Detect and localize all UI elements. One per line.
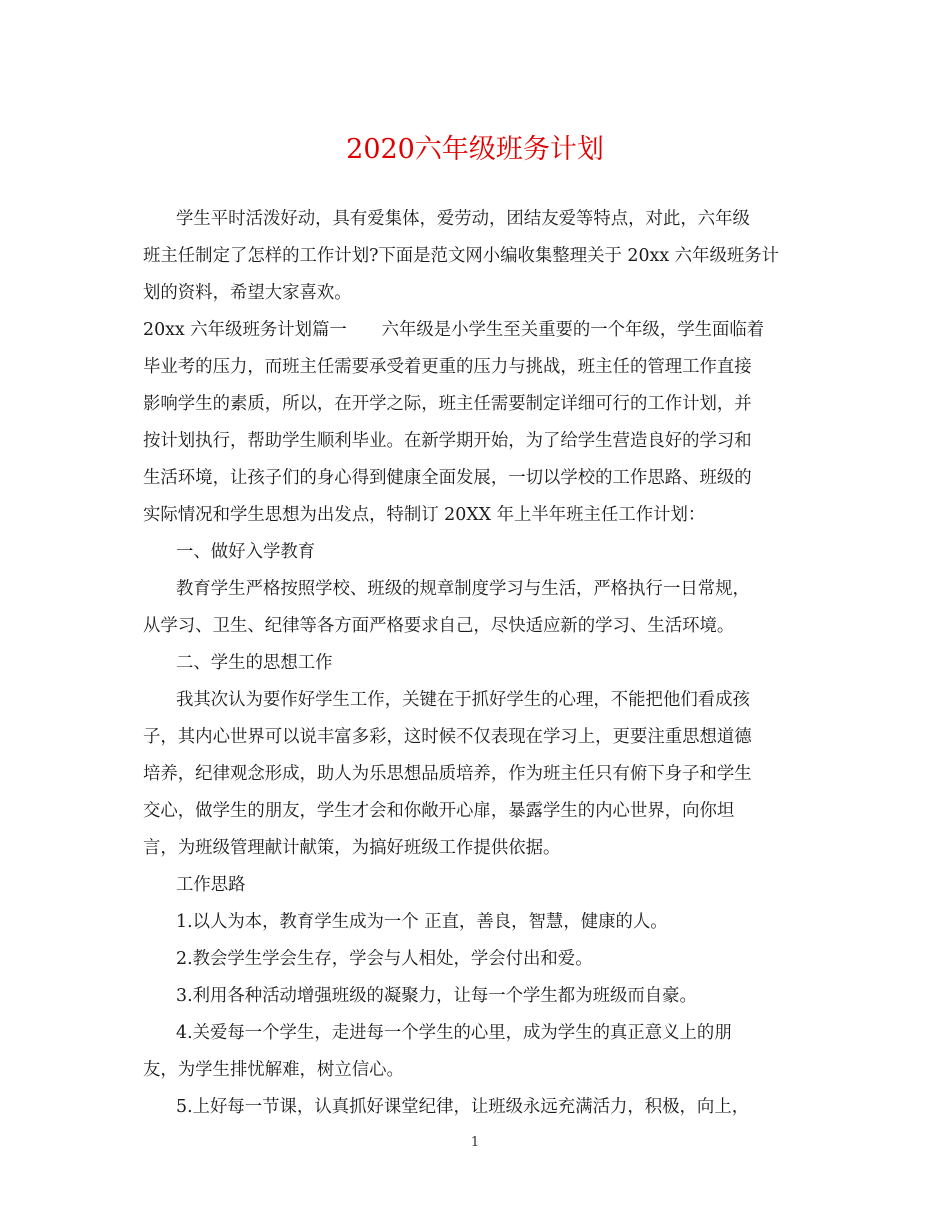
body-line: 我其次认为要作好学生工作，关键在于抓好学生的心理，不能把他们看成孩 (176, 690, 750, 710)
section-heading: 工作思路 (176, 875, 246, 895)
body-line: 学生平时活泼好动，具有爱集体，爱劳动，团结友爱等特点，对此，六年级 (176, 209, 750, 229)
list-item: 5.上好每一节课，认真抓好课堂纪律，让班级永远充满活力，积极，向上， (176, 1097, 750, 1117)
list-item-continuation: 友，为学生排忧解难，树立信心。 (143, 1060, 404, 1080)
section-heading: 一、做好入学教育 (176, 542, 316, 562)
body-line: 教育学生严格按照学校、班级的规章制度学习与生活，严格执行一日常规， (176, 579, 750, 599)
body-line: 子，其内心世界可以说丰富多彩，这时候不仅表现在学习上，更要注重思想道德 (143, 727, 752, 747)
body-line: 言，为班级管理献计献策，为搞好班级工作提供依据。 (143, 838, 561, 858)
list-item: 1.以人为本，教育学生成为一个 正直，善良，智慧，健康的人。 (176, 912, 668, 932)
section-heading: 二、学生的思想工作 (176, 653, 333, 673)
page-number: 1 (470, 1135, 480, 1150)
list-item: 4.关爱每一个学生，走进每一个学生的心里，成为学生的真正意义上的朋 (176, 1023, 732, 1043)
body-line: 班主任制定了怎样的工作计划?下面是范文网小编收集整理关于 20xx 六年级班务计 (143, 246, 780, 266)
document-title: 2020六年级班务计划 (346, 134, 604, 165)
list-item: 2.教会学生学会生存，学会与人相处，学会付出和爱。 (176, 949, 593, 969)
body-line: 生活环境，让孩子们的身心得到健康全面发展，一切以学校的工作思路、班级的 (143, 468, 752, 488)
body-line: 20xx 六年级班务计划篇一 六年级是小学生至关重要的一个年级，学生面临着 (143, 320, 765, 340)
body-line: 实际情况和学生思想为出发点，特制订 20XX 年上半年班主任工作计划： (143, 505, 706, 525)
body-line: 交心，做学生的朋友，学生才会和你敞开心扉，暴露学生的内心世界，向你坦 (143, 801, 735, 821)
body-line: 培养，纪律观念形成，助人为乐思想品质培养，作为班主任只有俯下身子和学生 (143, 764, 752, 784)
body-line: 从学习、卫生、纪律等各方面严格要求自己，尽快适应新的学习、生活环境。 (143, 616, 735, 636)
body-line: 影响学生的素质，所以，在开学之际，班主任需要制定详细可行的工作计划，并 (143, 394, 752, 414)
list-item: 3.利用各种活动增强班级的凝聚力，让每一个学生都为班级而自豪。 (176, 986, 697, 1006)
body-line: 划的资料，希望大家喜欢。 (143, 283, 352, 303)
body-line: 按计划执行，帮助学生顺利毕业。在新学期开始，为了给学生营造良好的学习和 (143, 431, 752, 451)
body-line: 毕业考的压力，而班主任需要承受着更重的压力与挑战，班主任的管理工作直接 (143, 357, 752, 377)
